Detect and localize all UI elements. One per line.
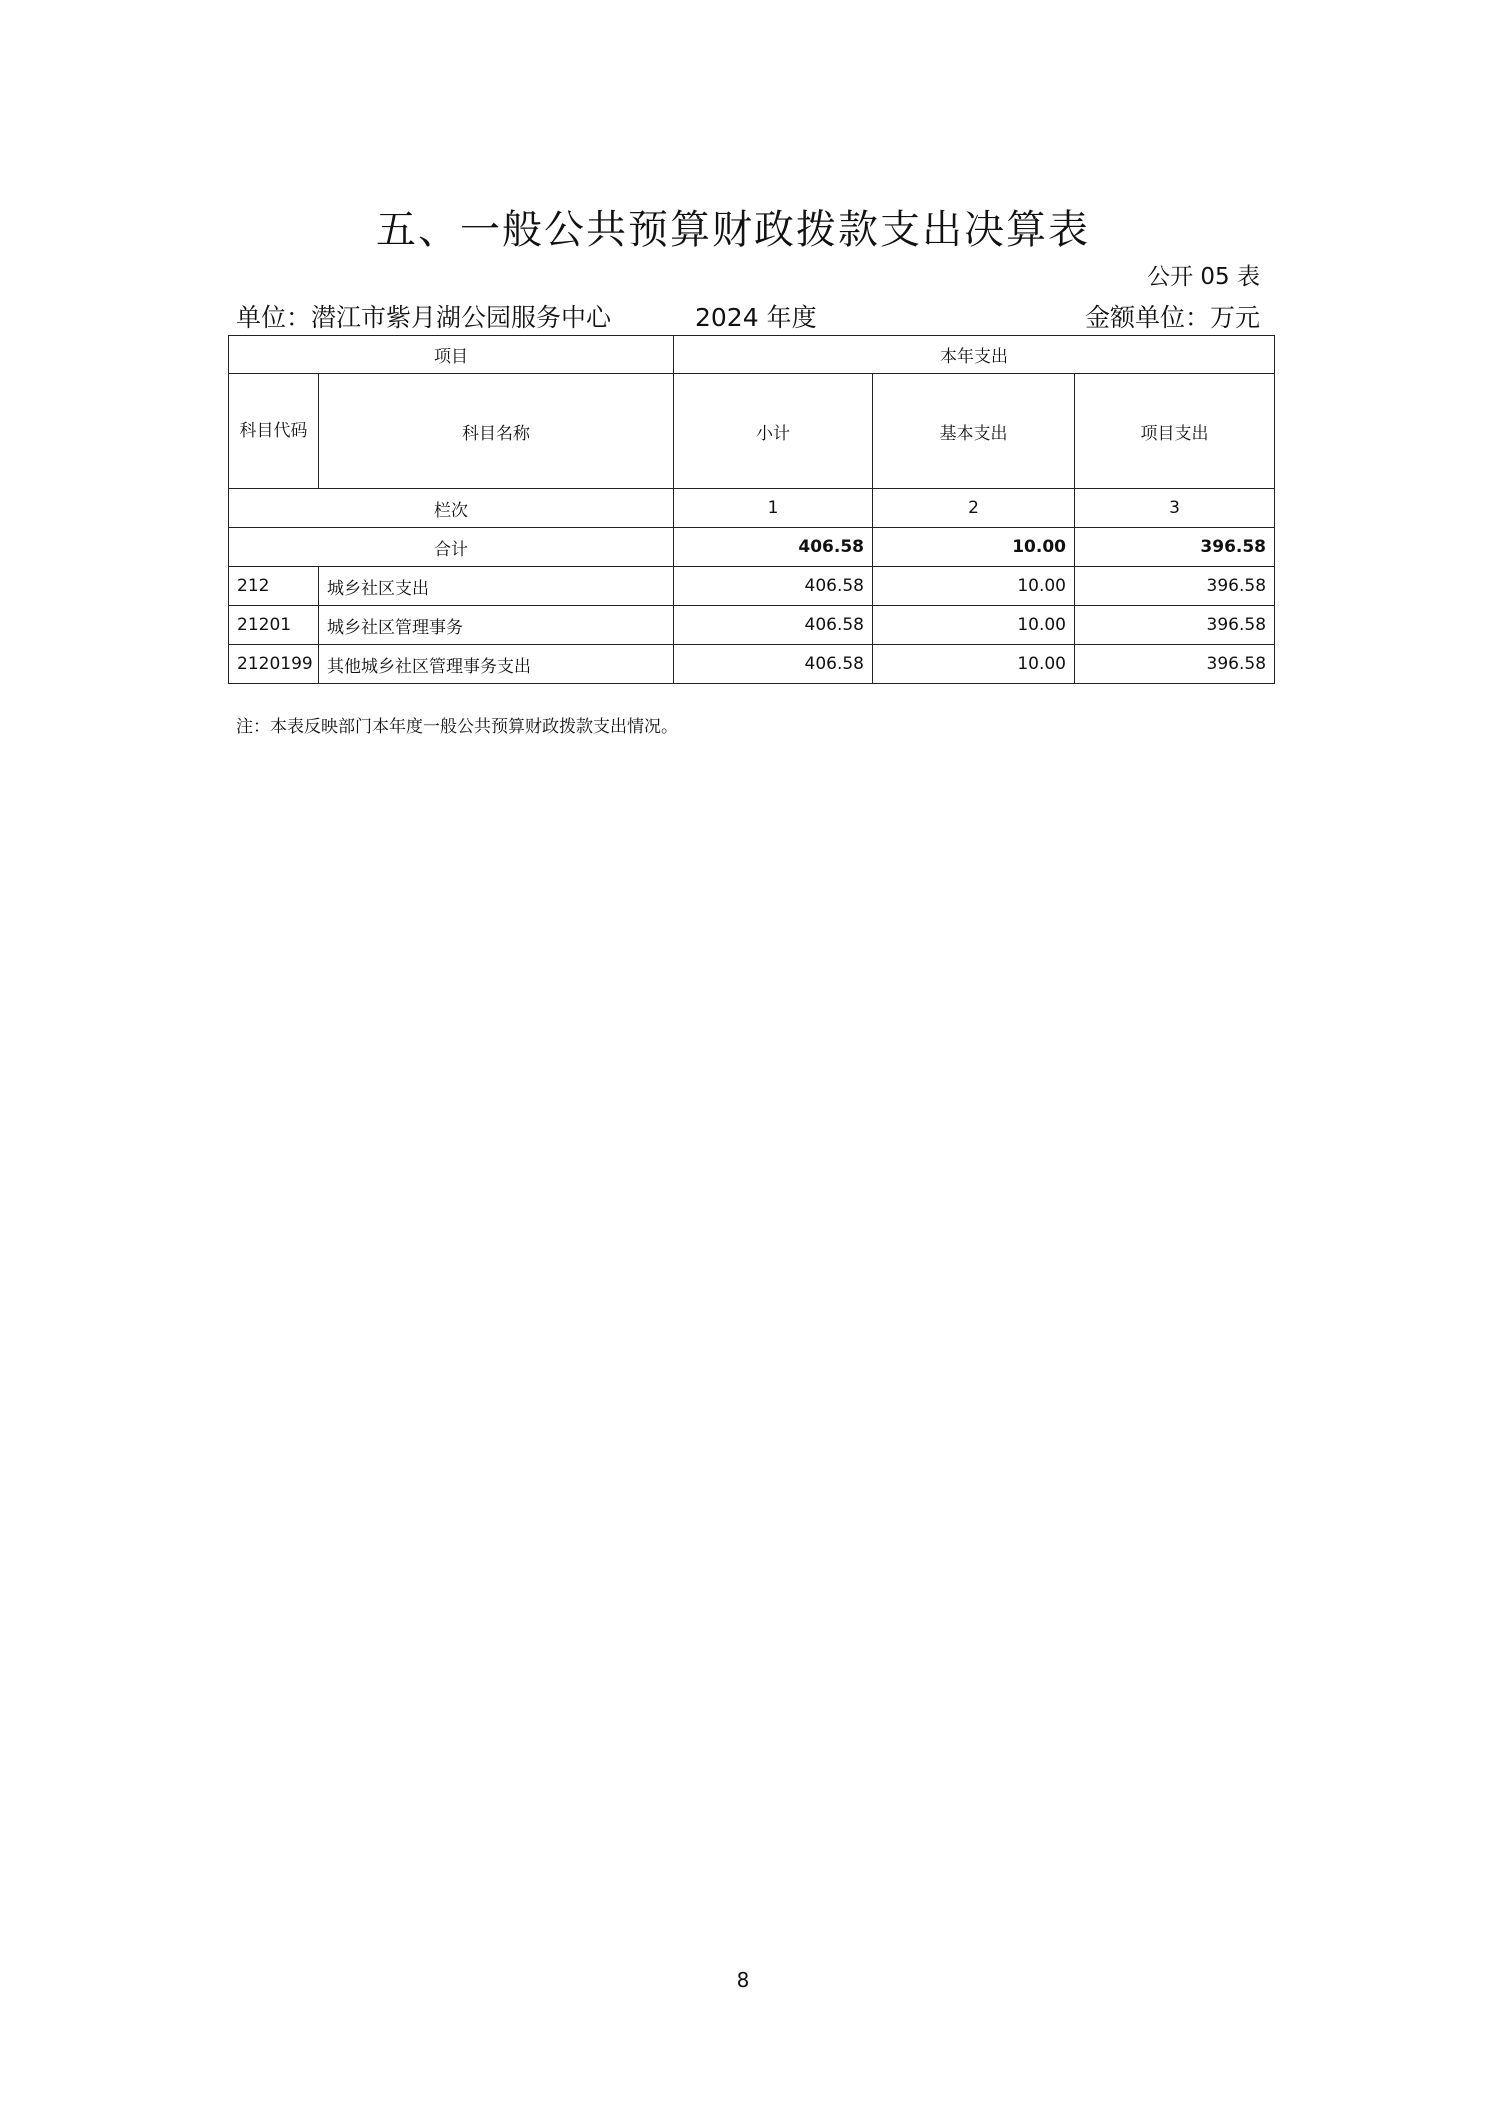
row-basic: 10.00	[873, 606, 1075, 645]
header-expense: 本年支出	[674, 336, 1275, 374]
unit-label: 单位：潜江市紫月湖公园服务中心	[236, 303, 612, 332]
row-code: 212	[229, 567, 319, 606]
col-subtotal-header: 小计	[674, 374, 873, 489]
row-subtotal: 406.58	[674, 567, 873, 606]
table-row	[229, 645, 1275, 684]
row-code: 2120199	[229, 645, 319, 684]
row-basic: 10.00	[873, 645, 1075, 684]
header-row-2	[229, 374, 1275, 489]
page-title: 五、一般公共预算财政拨款支出决算表	[376, 207, 1090, 253]
row-name: 其他城乡社区管理事务支出	[319, 645, 674, 684]
row-project: 396.58	[1075, 645, 1275, 684]
row-name: 城乡社区管理事务	[319, 606, 674, 645]
total-subtotal: 406.58	[674, 528, 873, 567]
total-project: 396.58	[1075, 528, 1275, 567]
year-label: 2024 年度	[695, 303, 817, 332]
col-project-header: 项目支出	[1075, 374, 1275, 489]
page-number: 8	[736, 1968, 750, 1992]
row-subtotal: 406.58	[674, 606, 873, 645]
table-row	[229, 567, 1275, 606]
money-unit-label: 金额单位：万元	[1084, 303, 1260, 332]
row-project: 396.58	[1075, 567, 1275, 606]
total-basic: 10.00	[873, 528, 1075, 567]
row-code: 21201	[229, 606, 319, 645]
table-note: 注：本表反映部门本年度一般公共预算财政拨款支出情况。	[236, 717, 678, 737]
order-1: 1	[674, 489, 873, 528]
order-label: 栏次	[229, 489, 674, 528]
header-project: 项目	[229, 336, 674, 374]
row-subtotal: 406.58	[674, 645, 873, 684]
order-2: 2	[873, 489, 1075, 528]
row-name: 城乡社区支出	[319, 567, 674, 606]
total-label: 合计	[229, 528, 674, 567]
table-row	[229, 606, 1275, 645]
col-name-header: 科目名称	[319, 374, 674, 489]
order-3: 3	[1075, 489, 1275, 528]
form-number: 公开 05 表	[1147, 264, 1260, 290]
header-row-1	[229, 336, 1275, 374]
expense-table	[228, 335, 1275, 684]
col-code-header: 科目代码	[229, 374, 319, 489]
row-project: 396.58	[1075, 606, 1275, 645]
total-row	[229, 528, 1275, 567]
col-basic-header: 基本支出	[873, 374, 1075, 489]
order-row	[229, 489, 1275, 528]
row-basic: 10.00	[873, 567, 1075, 606]
